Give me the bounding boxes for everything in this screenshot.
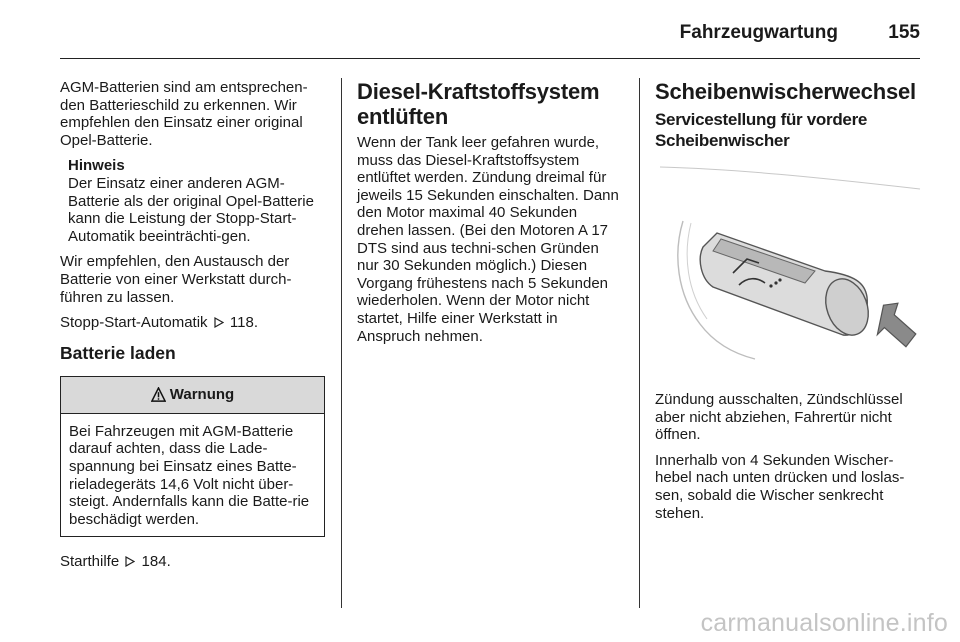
subsection-heading-service-position: Servicestellung für vordere Scheibenwischer bbox=[655, 110, 868, 150]
wiper-lever-illustration bbox=[655, 159, 922, 379]
header-title: Fahrzeugwartung bbox=[679, 22, 838, 43]
warning-title: Warnung bbox=[169, 386, 235, 404]
reference-text: Starthilfe bbox=[60, 553, 120, 571]
column-right bbox=[655, 79, 922, 530]
note-block bbox=[60, 157, 325, 245]
wiper-lever-paragraph: Innerhalb von 4 Sekunden Wischer-hebel nach unten drücken und loslas-sen, sobald die Wischer senkrecht stehen. bbox=[655, 451, 905, 522]
page-reference-arrow-icon bbox=[214, 317, 224, 328]
warning-triangle-icon bbox=[151, 387, 166, 402]
workshop-paragraph: Wir empfehlen, den Austausch der Batterie von einer Werkstatt durch-führen zu lassen. bbox=[60, 253, 292, 306]
column-divider bbox=[341, 78, 342, 608]
cross-reference bbox=[60, 553, 325, 571]
warning-text: Bei Fahrzeugen mit AGM-Batterie darauf achten, dass die Lade-spannung bei Einsatz eines Batte-rieladegeräts 14,6 Volt nicht über-steigt. Andernfalls kann die Batte-rie beschädigt werden. bbox=[69, 422, 310, 528]
cross-reference bbox=[60, 314, 325, 332]
note-text: Der Einsatz einer anderen AGM-Batterie als der original Opel-Batterie kann die Leistung der Stopp-Start-Automatik beeinträchti-gen. bbox=[68, 174, 314, 245]
column-middle bbox=[357, 79, 623, 353]
page-number: 155 bbox=[888, 22, 920, 43]
column-divider bbox=[639, 78, 640, 608]
column-left bbox=[60, 79, 325, 579]
header-rule bbox=[60, 58, 920, 59]
reference-page: 118. bbox=[229, 314, 258, 332]
section-heading-diesel: Diesel-Kraftstoffsystem entlüften bbox=[357, 79, 600, 129]
reference-text: Stopp-Start-Automatik bbox=[60, 314, 208, 332]
ignition-paragraph: Zündung ausschalten, Zündschlüssel aber nicht abziehen, Fahrertür nicht öffnen. bbox=[655, 391, 903, 444]
page-header bbox=[60, 20, 920, 60]
warning-header bbox=[61, 377, 324, 414]
watermark: carmanualsonline.info bbox=[700, 609, 948, 637]
intro-paragraph: AGM-Batterien sind am entsprechen-den Batterieschild zu erkennen. Wir empfehlen den Einsatz einer original Opel-Batterie. bbox=[60, 79, 308, 149]
section-heading-wiper: Scheibenwischerwechsel bbox=[655, 79, 916, 104]
section-heading-batterie-laden: Batterie laden bbox=[60, 342, 176, 363]
note-title: Hinweis bbox=[68, 157, 125, 175]
page-reference-arrow-icon bbox=[125, 556, 135, 567]
reference-page: 184. bbox=[141, 553, 171, 571]
diesel-paragraph: Wenn der Tank leer gefahren wurde, muss das Diesel-Kraftstoffsystem entlüftet werden. Zündung dreimal für jeweils 15 Sekunden einschalten. Dann den Motor maximal 40 Sekunden drehen lassen. (Bei den Motoren A 17 DTS sind aus techni-schen Gründen nur 30 Sekunden möglich.) Diesen Vorgang frühestens nach 5 Sekunden wiederholen. Wenn der Motor nicht startet, Hilfe einer Werkstatt in Anspruch nehmen. bbox=[357, 134, 619, 345]
warning-box bbox=[60, 376, 325, 538]
wiper-lever-illustration-svg bbox=[655, 159, 922, 379]
